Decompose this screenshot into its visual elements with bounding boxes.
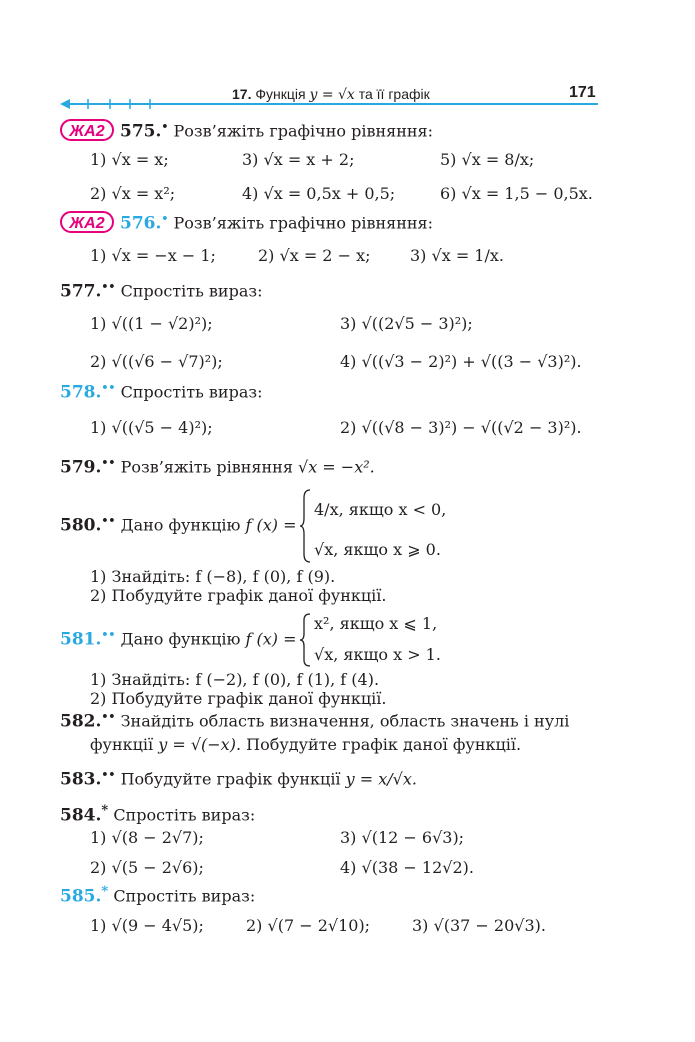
problem-number: 582. [60, 711, 102, 732]
problem-number: 585. [60, 886, 102, 907]
problem-text: Знайдіть область визначення, область значень і нулі [120, 711, 570, 731]
problem-number: 575. [120, 121, 162, 142]
difficulty-marker: •• [101, 710, 116, 723]
problem-text: Розв’яжіть графічно рівняння: [173, 121, 434, 141]
difficulty-marker: • [161, 212, 169, 225]
item-575-2: 2) √x = x²; [90, 184, 176, 203]
problem-text: Спростіть вираз: [113, 886, 256, 906]
case-581-2: √x, якщо x > 1. [314, 645, 441, 664]
problem-579 [60, 456, 375, 477]
problem-text: Дано функцію [120, 629, 241, 649]
item-585-3: 3) √(37 − 20√3). [412, 916, 546, 935]
item-585-1: 1) √(9 − 4√5); [90, 916, 204, 935]
item-577-3: 3) √((2√5 − 3)²); [340, 314, 473, 333]
problem-584-heading [60, 803, 255, 825]
task-581-1: 1) Знайдіть: f (−2), f (0), f (1), f (4). [90, 670, 380, 689]
item-576-1: 1) √x = −x − 1; [90, 246, 216, 265]
brace-icon [300, 612, 312, 668]
problem-number: 580. [60, 515, 102, 536]
problem-582-line2 [90, 735, 521, 754]
item-576-2: 2) √x = 2 − x; [258, 246, 371, 265]
problem-578-heading [60, 381, 263, 402]
problem-text: Розв’яжіть рівняння [120, 457, 293, 477]
difficulty-marker: •• [101, 381, 116, 394]
item-577-2: 2) √((√6 − √7)²); [90, 352, 223, 371]
problem-text: Дано функцію [120, 515, 241, 535]
badge-zha2: ЖА2 [60, 119, 114, 141]
item-575-3: 3) √x = x + 2; [242, 150, 355, 169]
problem-text: Розв’яжіть графічно рівняння: [173, 213, 434, 233]
problem-number: 581. [60, 629, 102, 650]
problem-text: Побудуйте графік функції [120, 769, 341, 789]
item-584-2: 2) √(5 − 2√6); [90, 858, 204, 877]
item-578-2: 2) √((√8 − 3)²) − √((√2 − 3)²). [340, 418, 582, 437]
problem-formula: y = x/√x. [345, 769, 417, 789]
problem-number: 576. [120, 213, 162, 234]
problem-581-heading [60, 628, 297, 649]
case-581-1: x², якщо x ⩽ 1, [314, 614, 438, 633]
case-580-1: 4/x, якщо x < 0, [314, 500, 447, 519]
problem-585-heading [60, 884, 255, 906]
problem-text-suffix: Побудуйте графік даної функції. [246, 735, 522, 754]
problem-text: Спростіть вираз: [113, 805, 256, 825]
function-name: f (x) = [245, 629, 297, 649]
problem-577-heading [60, 280, 263, 301]
task-581-2: 2) Побудуйте графік даної функції. [90, 689, 387, 708]
difficulty-marker: •• [101, 280, 116, 293]
problem-576-heading [120, 212, 433, 233]
item-585-2: 2) √(7 − 2√10); [246, 916, 371, 935]
item-578-1: 1) √((√5 − 4)²); [90, 418, 213, 437]
item-575-4: 4) √x = 0,5x + 0,5; [242, 184, 396, 203]
item-584-4: 4) √(38 − 12√2). [340, 858, 474, 877]
problem-formula: y = √(−x). [158, 735, 242, 754]
item-576-3: 3) √x = 1/x. [410, 246, 504, 265]
item-577-1: 1) √((1 − √2)²); [90, 314, 213, 333]
item-584-1: 1) √(8 − 2√7); [90, 828, 204, 847]
badge-zha2: ЖА2 [60, 211, 114, 233]
problem-number: 579. [60, 457, 102, 478]
problem-583 [60, 768, 417, 789]
section-title-prefix: Функція [255, 86, 306, 102]
difficulty-marker: * [101, 884, 109, 899]
brace-icon [300, 488, 312, 564]
section-number: 17. [232, 86, 252, 102]
header-rule [60, 97, 600, 111]
difficulty-marker: •• [101, 768, 116, 781]
page-number: 171 [569, 84, 596, 101]
section-title-formula: y = √x [309, 87, 355, 103]
problem-formula: √x = −x². [298, 457, 375, 477]
item-575-5: 5) √x = 8/x; [440, 150, 535, 169]
difficulty-marker: •• [101, 514, 116, 527]
difficulty-marker: •• [101, 456, 116, 469]
item-575-6: 6) √x = 1,5 − 0,5x. [440, 184, 593, 203]
item-575-1: 1) √x = x; [90, 150, 169, 169]
problem-575-heading [120, 120, 433, 141]
section-title-suffix: та її графік [358, 86, 430, 102]
problem-number: 583. [60, 769, 102, 790]
task-580-2: 2) Побудуйте графік даної функції. [90, 586, 387, 605]
problem-580-heading [60, 514, 297, 535]
function-name: f (x) = [245, 515, 297, 535]
task-580-1: 1) Знайдіть: f (−8), f (0), f (9). [90, 567, 336, 586]
problem-number: 578. [60, 382, 102, 403]
problem-text: Спростіть вираз: [120, 382, 263, 402]
difficulty-marker: * [101, 803, 109, 818]
problem-text: Спростіть вираз: [120, 281, 263, 301]
difficulty-marker: • [161, 120, 169, 133]
problem-582-line1 [60, 710, 569, 731]
problem-number: 577. [60, 281, 102, 302]
case-580-2: √x, якщо x ⩾ 0. [314, 540, 441, 559]
problem-number: 584. [60, 805, 102, 826]
difficulty-marker: •• [101, 628, 116, 641]
item-577-4: 4) √((√3 − 2)²) + √((3 − √3)²). [340, 352, 582, 371]
item-584-3: 3) √(12 − 6√3); [340, 828, 465, 847]
problem-text-prefix: функції [90, 735, 154, 754]
